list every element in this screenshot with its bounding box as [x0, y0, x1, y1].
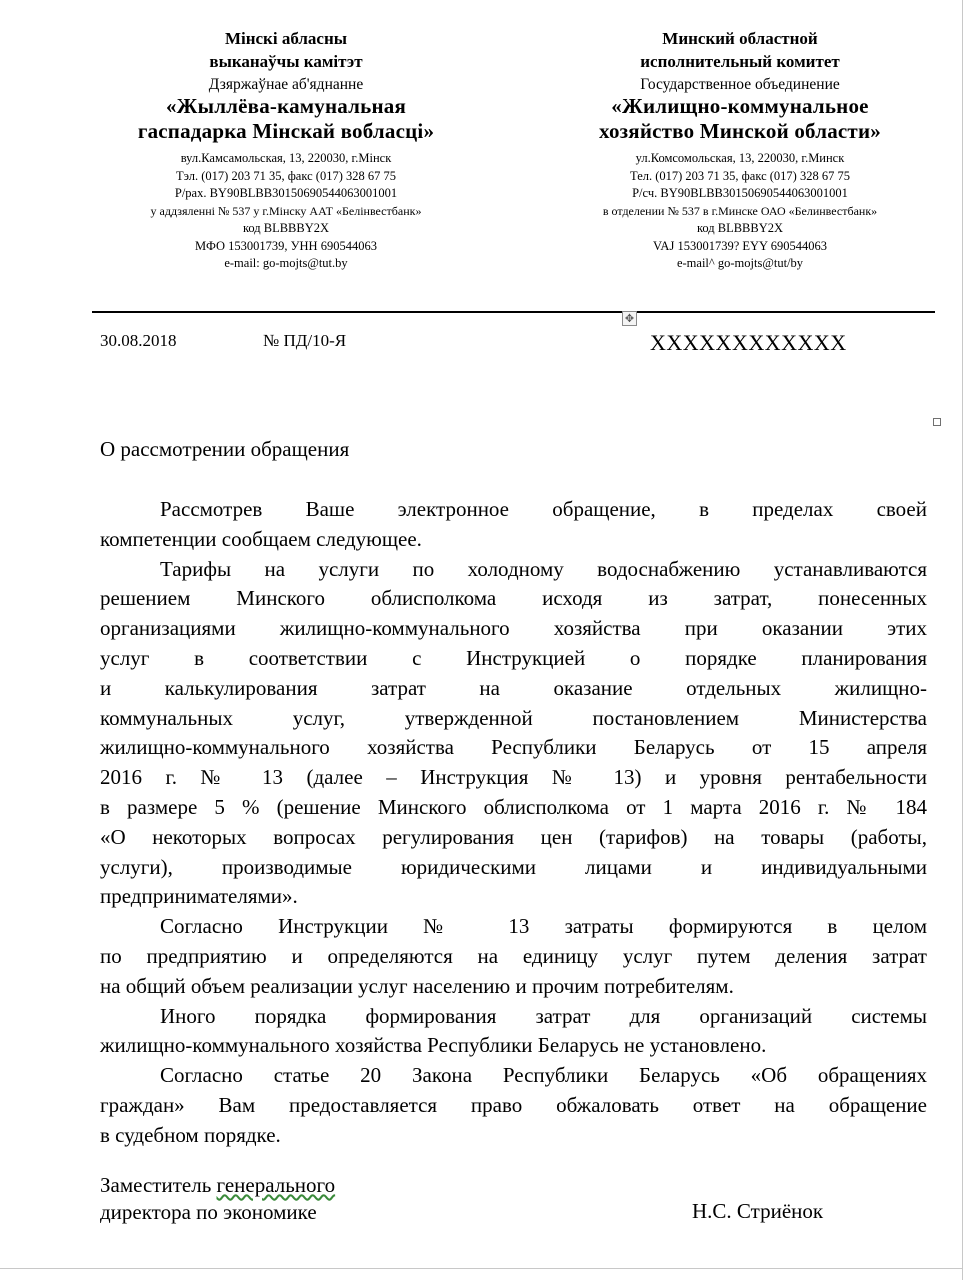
- email-line: e-mail^ go-mojts@tut/by: [676, 256, 804, 270]
- page-bottom-border: [0, 1268, 963, 1269]
- phone-line: Тел. (017) 203 71 35, факс (017) 328 67 75: [630, 168, 850, 183]
- email-line: e-mail: go-mojts@tut.by: [224, 256, 348, 270]
- body-line: коммунальных услуг, утвержденной постановлением Министерства: [100, 705, 927, 730]
- mfo-line: VAJ 153001739? EYY 690544063: [653, 238, 827, 253]
- spellcheck-word: генерального: [216, 1173, 336, 1197]
- phone-line: Тэл. (017) 203 71 35, факс (017) 328 67 75: [176, 168, 396, 183]
- body-line: Согласно статье 20 Закона Республики Беларусь «Об обращениях: [160, 1063, 927, 1088]
- body-line: Рассмотрев Ваше электронное обращение, в пределах своей: [160, 497, 927, 521]
- bank-line: у аддзяленні № 537 у г.Мінску ААТ «Белінвестбанк»: [150, 203, 422, 218]
- org-address-block: [86, 150, 486, 273]
- account-line: Р/рах. BY90BLBB30150690544063001001: [174, 186, 398, 200]
- letter-date: 30.08.2018: [100, 331, 177, 350]
- signer-title: [100, 1172, 335, 1226]
- org-name-line1: «Жилищно-коммунальное: [611, 94, 869, 118]
- org-address-block: [540, 150, 940, 273]
- body-line: «О некоторых вопросах регулирования цен (тарифов) на товары (работы,: [100, 824, 927, 849]
- body-line: услуги), производимые юридическими лицами и индивидуальными: [100, 854, 927, 879]
- bank-line: в отделении № 537 в г.Минске ОАО «Белинвестбанк»: [602, 203, 878, 218]
- body-line: компетенции сообщаем следующее.: [100, 526, 422, 551]
- body-line: решением Минского облисполкома исходя из затрат, понесенных: [100, 586, 927, 611]
- org-line1: Минский областной: [662, 29, 818, 48]
- address-line: ул.Комсомольская, 13, 220030, г.Минск: [635, 151, 845, 165]
- org-line2: выканаўчы камітэт: [209, 52, 363, 71]
- org-name-line2: гаспадарка Мінскай вобласці»: [137, 119, 435, 143]
- address-line: вул.Камсамольская, 13, 220030, г.Мінск: [180, 151, 392, 165]
- registration-number: № ПД/10-Я: [263, 331, 347, 350]
- org-name-line2: хозяйство Минской области»: [599, 119, 881, 143]
- recipient-name: XXXXXXXXXXXX: [650, 330, 847, 355]
- body-line: по предприятию и определяются на единицу услуг путем деления затрат: [100, 943, 927, 968]
- signer-title-line2: директора по экономике: [100, 1200, 317, 1224]
- body-line: и калькулирования затрат на оказание отдельных жилищно-: [100, 675, 927, 700]
- body-line: услуг в соответствии с Инструкцией о порядке планирования: [100, 645, 927, 670]
- text-boundary-marker: [933, 418, 941, 426]
- org-line2: исполнительный комитет: [640, 52, 840, 71]
- header-right-russian: [540, 27, 940, 273]
- body-line: 2016 г. № 13 (далее – Инструкция № 13) и уровня рентабельности: [100, 765, 927, 790]
- org-type: Дзяржаўнае аб'яднанне: [208, 76, 364, 93]
- mfo-line: МФО 153001739, УНН 690544063: [195, 238, 377, 253]
- signer-title-line1: [100, 1172, 335, 1199]
- org-type: Государственное объединение: [640, 76, 840, 93]
- org-line1: Мінскі абласны: [224, 29, 348, 48]
- header-left-belarusian: [86, 27, 486, 273]
- body-line: жилищно-коммунального хозяйства Республики Беларусь от 15 апреля: [100, 735, 927, 760]
- body-line: Согласно Инструкции № 13 затраты формируются в целом: [160, 914, 927, 939]
- body-line: в размере 5 % (решение Минского облисполкома от 1 марта 2016 г. № 184: [100, 794, 927, 819]
- body-line: в судебном порядке.: [100, 1122, 281, 1147]
- signer-title-prefix: Заместитель: [100, 1173, 217, 1197]
- move-anchor-icon[interactable]: ✥: [622, 311, 637, 326]
- bank-code-line: код BLBBBY2X: [696, 221, 784, 235]
- header-divider: [92, 311, 935, 313]
- page-right-border: [962, 0, 963, 1280]
- body-line: граждан» Вам предоставляется право обжаловать ответ на обращение: [100, 1092, 927, 1117]
- body-line: на общий объем реализации услуг населению и прочим потребителям.: [100, 973, 734, 998]
- org-name-line1: «Жыллёва-камунальная: [165, 94, 407, 118]
- bank-code-line: код BLBBBY2X: [242, 221, 330, 235]
- body-line: предпринимателями».: [100, 884, 298, 909]
- letter-body: [100, 495, 927, 1151]
- signer-name: Н.С. Стриёнок: [692, 1199, 824, 1223]
- body-line: организациями жилищно-коммунального хозяйства при оказании этих: [100, 616, 927, 641]
- body-line: жилищно-коммунального хозяйства Республики Беларусь не установлено.: [100, 1033, 767, 1058]
- body-line: Тарифы на услуги по холодному водоснабжению устанавливаются: [160, 556, 927, 581]
- body-line: Иного порядка формирования затрат для организаций системы: [160, 1003, 927, 1028]
- account-line: Р/сч. BY90BLBB30150690544063001001: [632, 186, 848, 200]
- letter-subject: О рассмотрении обращения: [100, 437, 350, 461]
